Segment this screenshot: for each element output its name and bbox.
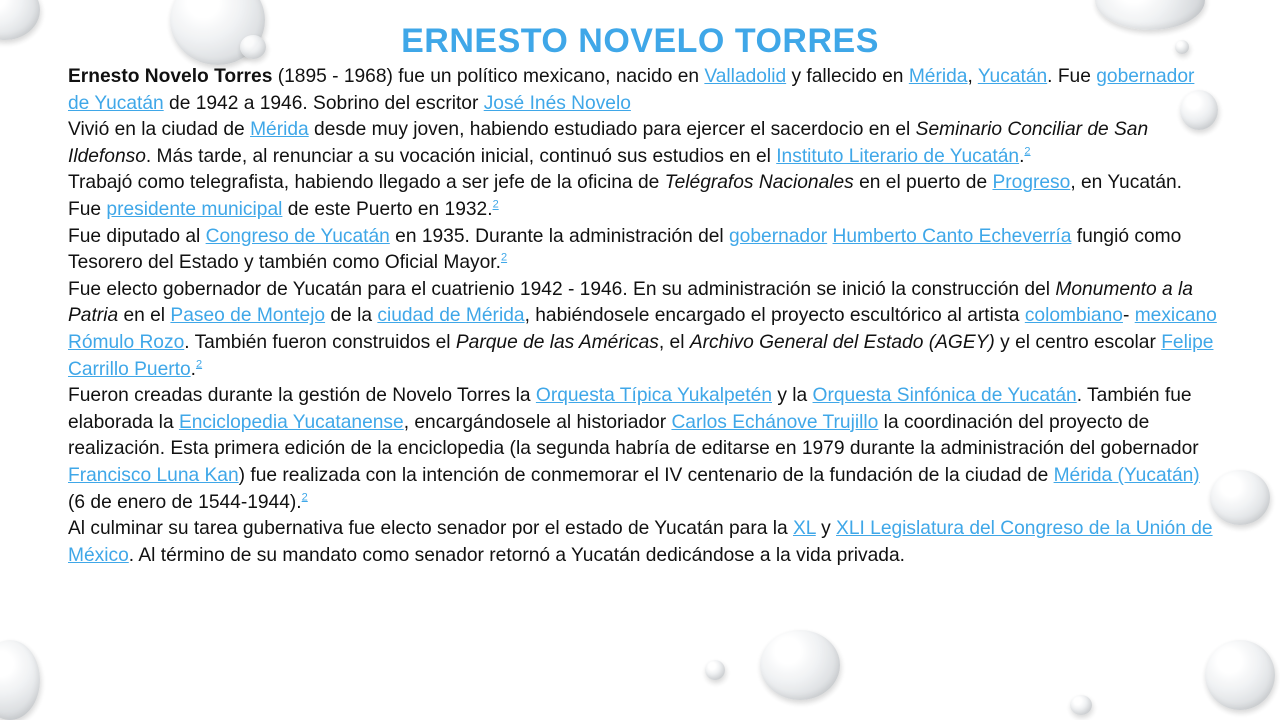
paragraph-education [68,117,1218,170]
link-humberto-canto[interactable]: Humberto Canto Echeverría [832,225,1072,247]
italic-text: Seminario Conciliar de San Ildefonso [68,119,1149,167]
paragraph-governor [68,277,1218,383]
link-felipe-carrillo-puerto[interactable]: Felipe Carrillo Puerto [68,331,1214,380]
article-body [68,64,1218,569]
text: Al culminar su tarea gubernativa fue electo senador por el estado de Yucatán para la [68,518,793,540]
link-presidente-municipal[interactable]: presidente municipal [106,198,283,220]
link-xl[interactable]: XL [792,518,816,540]
paragraph-deputy [68,224,1218,277]
link-valladolid[interactable]: Valladolid [704,66,787,87]
reference-link[interactable]: 2 [1024,145,1031,158]
reference-link[interactable]: 2 [492,198,499,211]
text: . También fueron construidos el [184,331,456,353]
text: - [1122,305,1135,327]
link-francisco-luna-kan[interactable]: Francisco Luna Kan [68,464,239,486]
link-colombiano[interactable]: colombiano [1024,305,1123,327]
paragraph-culture [68,383,1218,516]
water-drop-decoration [1070,695,1092,715]
reference-link[interactable]: 2 [301,491,308,504]
link-orquesta-tipica[interactable]: Orquesta Típica Yukalpetén [535,385,772,407]
link-carlos-echanove[interactable]: Carlos Echánove Trujillo [671,411,879,433]
text: Fueron creadas durante la gestión de Novelo Torres la [68,385,536,407]
italic-text: Monumento a la Patria [68,278,1193,327]
text: en el puerto de [853,172,993,194]
water-drop-decoration [1205,640,1275,710]
reference-link[interactable]: 2 [195,358,203,371]
link-romulo-rozo[interactable]: Rómulo Rozo [68,331,185,353]
text: desde muy joven, habiendo estudiado para ejercer el sacerdocio en el [308,119,916,141]
text: de la [325,305,378,327]
text: Fue diputado al [68,225,206,247]
link-orquesta-sinfonica[interactable]: Orquesta Sinfónica de Yucatán [812,385,1077,407]
text: (6 de enero de 1544-1944). [68,491,302,513]
water-drop-decoration [0,640,40,720]
paragraph-senator [68,516,1218,569]
link-instituto-literario[interactable]: Instituto Literario de Yucatán [776,145,1020,167]
link-jose-ines-novelo[interactable]: José Inés Novelo [483,92,631,114]
text: de este Puerto en 1932. [282,198,493,220]
italic-text: Archivo General del Estado (AGEY) [689,331,995,353]
italic-text: Telégrafos Nacionales [664,172,854,194]
link-congreso-de-yucatan[interactable]: Congreso de Yucatán [205,225,390,247]
link-merida[interactable]: Mérida [908,66,968,87]
water-drop-decoration [705,660,725,680]
text: . Al término de su mandato como senador retornó a Yucatán dedicándose a la vida privada. [128,544,905,566]
text: y la [772,385,813,407]
text: . Más tarde, al renunciar a su vocación inicial, continuó sus estudios en el [145,145,777,167]
page-title: ERNESTO NOVELO TORRES [401,22,879,60]
paragraph-telegraphist [68,170,1218,223]
text: y fallecido en [786,66,909,87]
link-gobernador[interactable]: gobernador [729,225,828,247]
link-merida[interactable]: Mérida [250,119,309,141]
water-drop-decoration [1210,470,1270,525]
text: , en Yucatán. Fue [68,172,1182,220]
text: . [190,358,196,380]
italic-text: Parque de las Américas [455,331,659,353]
text: Trabajó como telegrafista, habiendo llegado a ser jefe de la oficina de [68,172,665,194]
link-xli-legislatura[interactable]: XLI Legislatura del Congreso de la Unión de México [68,518,1213,566]
link-gobernador-de-yucatan[interactable]: gobernador de Yucatán [68,66,1195,114]
text: en 1935. Durante la administración del [389,225,730,247]
text: . Fue [1047,66,1097,87]
text: y [815,518,837,540]
link-ciudad-de-merida[interactable]: ciudad de Mérida [377,305,525,327]
link-yucatan[interactable]: Yucatán [977,66,1048,87]
text: . También fue elaborada la [68,385,1192,433]
text: Fue electo gobernador de Yucatán para el cuatrienio 1942 - 1946. En su administración se inició la construcción del [68,278,1056,300]
text: (1895 - 1968) fue un político mexicano, nacido en [272,66,705,87]
link-paseo-de-montejo[interactable]: Paseo de Montejo [170,305,326,327]
subject-name: Ernesto Novelo Torres [68,66,273,87]
text: , [967,66,978,87]
text: . [1019,145,1025,167]
text: , encargándosele al historiador [403,411,672,433]
text: la coordinación del proyecto de realización. Esta primera edición de la enciclopedia (la segunda habría de editarse en 1979 durante la administración del gobernador [68,411,1199,460]
text: y el centro escolar [994,331,1162,353]
paragraph-intro [68,64,1218,117]
text: ) fue realizada con la intención de conmemorar el IV centenario de la fundación de la ciudad de [238,464,1054,486]
link-mexicano[interactable]: mexicano [1134,305,1217,327]
water-drop-decoration [760,630,840,700]
text: de 1942 a 1946. Sobrino del escritor [163,92,484,114]
text: , habiéndosele encargado el proyecto escultórico al artista [524,305,1025,327]
link-progreso[interactable]: Progreso [992,172,1071,194]
reference-link[interactable]: 2 [500,251,508,264]
link-merida-yucatan[interactable]: Mérida (Yucatán) [1053,464,1200,486]
text: fungió como Tesorero del Estado y también como Oficial Mayor. [68,225,1182,274]
text: Vivió en la ciudad de [68,119,251,141]
text: , el [658,331,690,353]
link-enciclopedia-yucatanense[interactable]: Enciclopedia Yucatanense [178,411,404,433]
text: en el [118,305,171,327]
